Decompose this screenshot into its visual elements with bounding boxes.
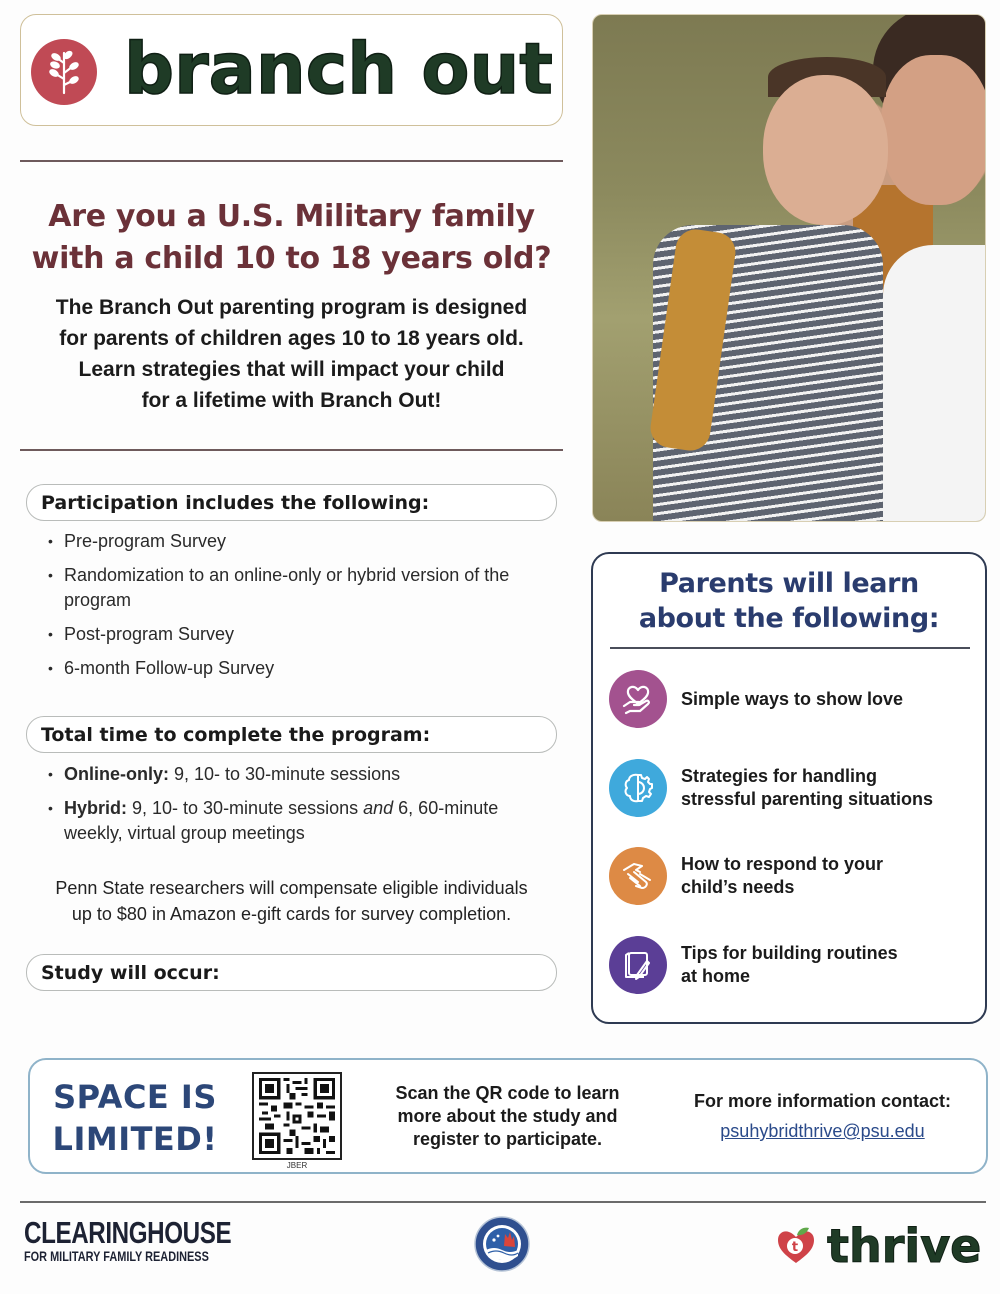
divider [610, 647, 970, 649]
learn-item [609, 759, 979, 817]
qr-caption: JBER [286, 1161, 308, 1170]
scan-instructions [370, 1082, 645, 1151]
learn-item [609, 847, 979, 905]
qr-code[interactable] [252, 1072, 342, 1160]
scan-line: Scan the QR code to learn [395, 1083, 620, 1103]
learn-title [591, 566, 987, 636]
brain-gear-icon [609, 759, 667, 817]
learn-text-line: child’s needs [681, 877, 795, 897]
thrive-wordmark: thrive [827, 1219, 982, 1273]
military-community-seal-icon [474, 1216, 530, 1272]
learn-item-text [681, 853, 883, 899]
intro-line: for parents of children ages 10 to 18 years old. [59, 327, 524, 350]
contact-email-link[interactable]: psuhybridthrive@psu.edu [720, 1121, 925, 1141]
learn-title-line: about the following: [638, 603, 940, 634]
participation-list [48, 529, 548, 690]
divider [20, 1201, 986, 1203]
learn-text-line: Strategies for handling [681, 766, 878, 786]
thrive-logo [775, 1218, 981, 1274]
learn-text-line: Simple ways to show love [681, 688, 904, 709]
section-title: Total time to complete the program: [41, 723, 431, 746]
headline-line: with a child 10 to 18 years old? [31, 241, 552, 276]
learn-item [609, 936, 979, 994]
svg-text:t: t [791, 1240, 799, 1255]
learn-item-text [681, 688, 903, 711]
list-item [48, 796, 548, 846]
participation-heading [26, 484, 557, 521]
heart-in-hand-icon [609, 670, 667, 728]
banner-line: SPACE IS [53, 1078, 217, 1116]
item-text: 9, 10- to 30-minute sessions [169, 764, 401, 784]
learn-item-text [681, 942, 898, 988]
apple-heart-icon [775, 1225, 817, 1267]
section-title: Study will occur: [41, 961, 220, 984]
clearinghouse-logo: CLEARINGHOUSE [24, 1215, 232, 1250]
intro-line: for a lifetime with Branch Out! [141, 389, 442, 412]
learn-item-text [681, 765, 933, 811]
brand-name: branch out [124, 28, 553, 110]
list-item: • 6-month Follow-up Survey [48, 656, 548, 681]
compensation-line: up to $80 in Amazon e-gift cards for survey completion. [71, 904, 512, 924]
space-limited-banner [40, 1076, 230, 1160]
scan-line: more about the study and [397, 1106, 618, 1126]
section-title: Participation includes the following: [41, 491, 430, 514]
list-item: • Post-program Survey [48, 622, 548, 647]
item-text: 9, 10- to 30-minute sessions [127, 798, 364, 818]
learn-text-line: How to respond to your [681, 854, 883, 874]
notebook-pencil-icon [609, 936, 667, 994]
hero-photo [592, 14, 986, 522]
list-item: • Randomization to an online-only or hybrid version of the program [48, 563, 548, 613]
helping-hands-icon [609, 847, 667, 905]
scan-line: register to participate. [412, 1129, 603, 1149]
item-text: 6, 60-minute weekly, virtual group meetings [64, 798, 499, 843]
learn-text-line: Tips for building routines [681, 943, 898, 963]
item-label: Online-only: [64, 764, 169, 784]
item-emphasis: and [363, 798, 394, 818]
item-label: Hybrid: [64, 798, 127, 818]
total-time-heading [26, 716, 557, 753]
divider [20, 449, 563, 451]
divider [20, 160, 563, 162]
branch-icon [31, 39, 97, 105]
list-item [48, 762, 548, 787]
compensation-note [20, 875, 563, 927]
compensation-line: Penn State researchers will compensate eligible individuals [55, 878, 528, 898]
learn-text-line: stressful parenting situations [681, 789, 934, 809]
study-occur-field [26, 954, 557, 991]
contact-label: For more information contact: [693, 1091, 951, 1111]
total-time-list [48, 762, 548, 855]
learn-title-line: Parents will learn [659, 568, 919, 599]
learn-text-line: at home [681, 966, 751, 986]
intro-paragraph [20, 292, 563, 416]
headline-line: Are you a U.S. Military family [48, 199, 535, 234]
learn-item [609, 670, 979, 728]
banner-line: LIMITED! [52, 1120, 218, 1158]
clearinghouse-subtitle: FOR MILITARY FAMILY READINESS [24, 1248, 209, 1264]
headline [20, 196, 563, 280]
intro-line: Learn strategies that will impact your child [78, 358, 505, 381]
intro-line: The Branch Out parenting program is designed [55, 296, 528, 319]
list-item: • Pre-program Survey [48, 529, 548, 554]
